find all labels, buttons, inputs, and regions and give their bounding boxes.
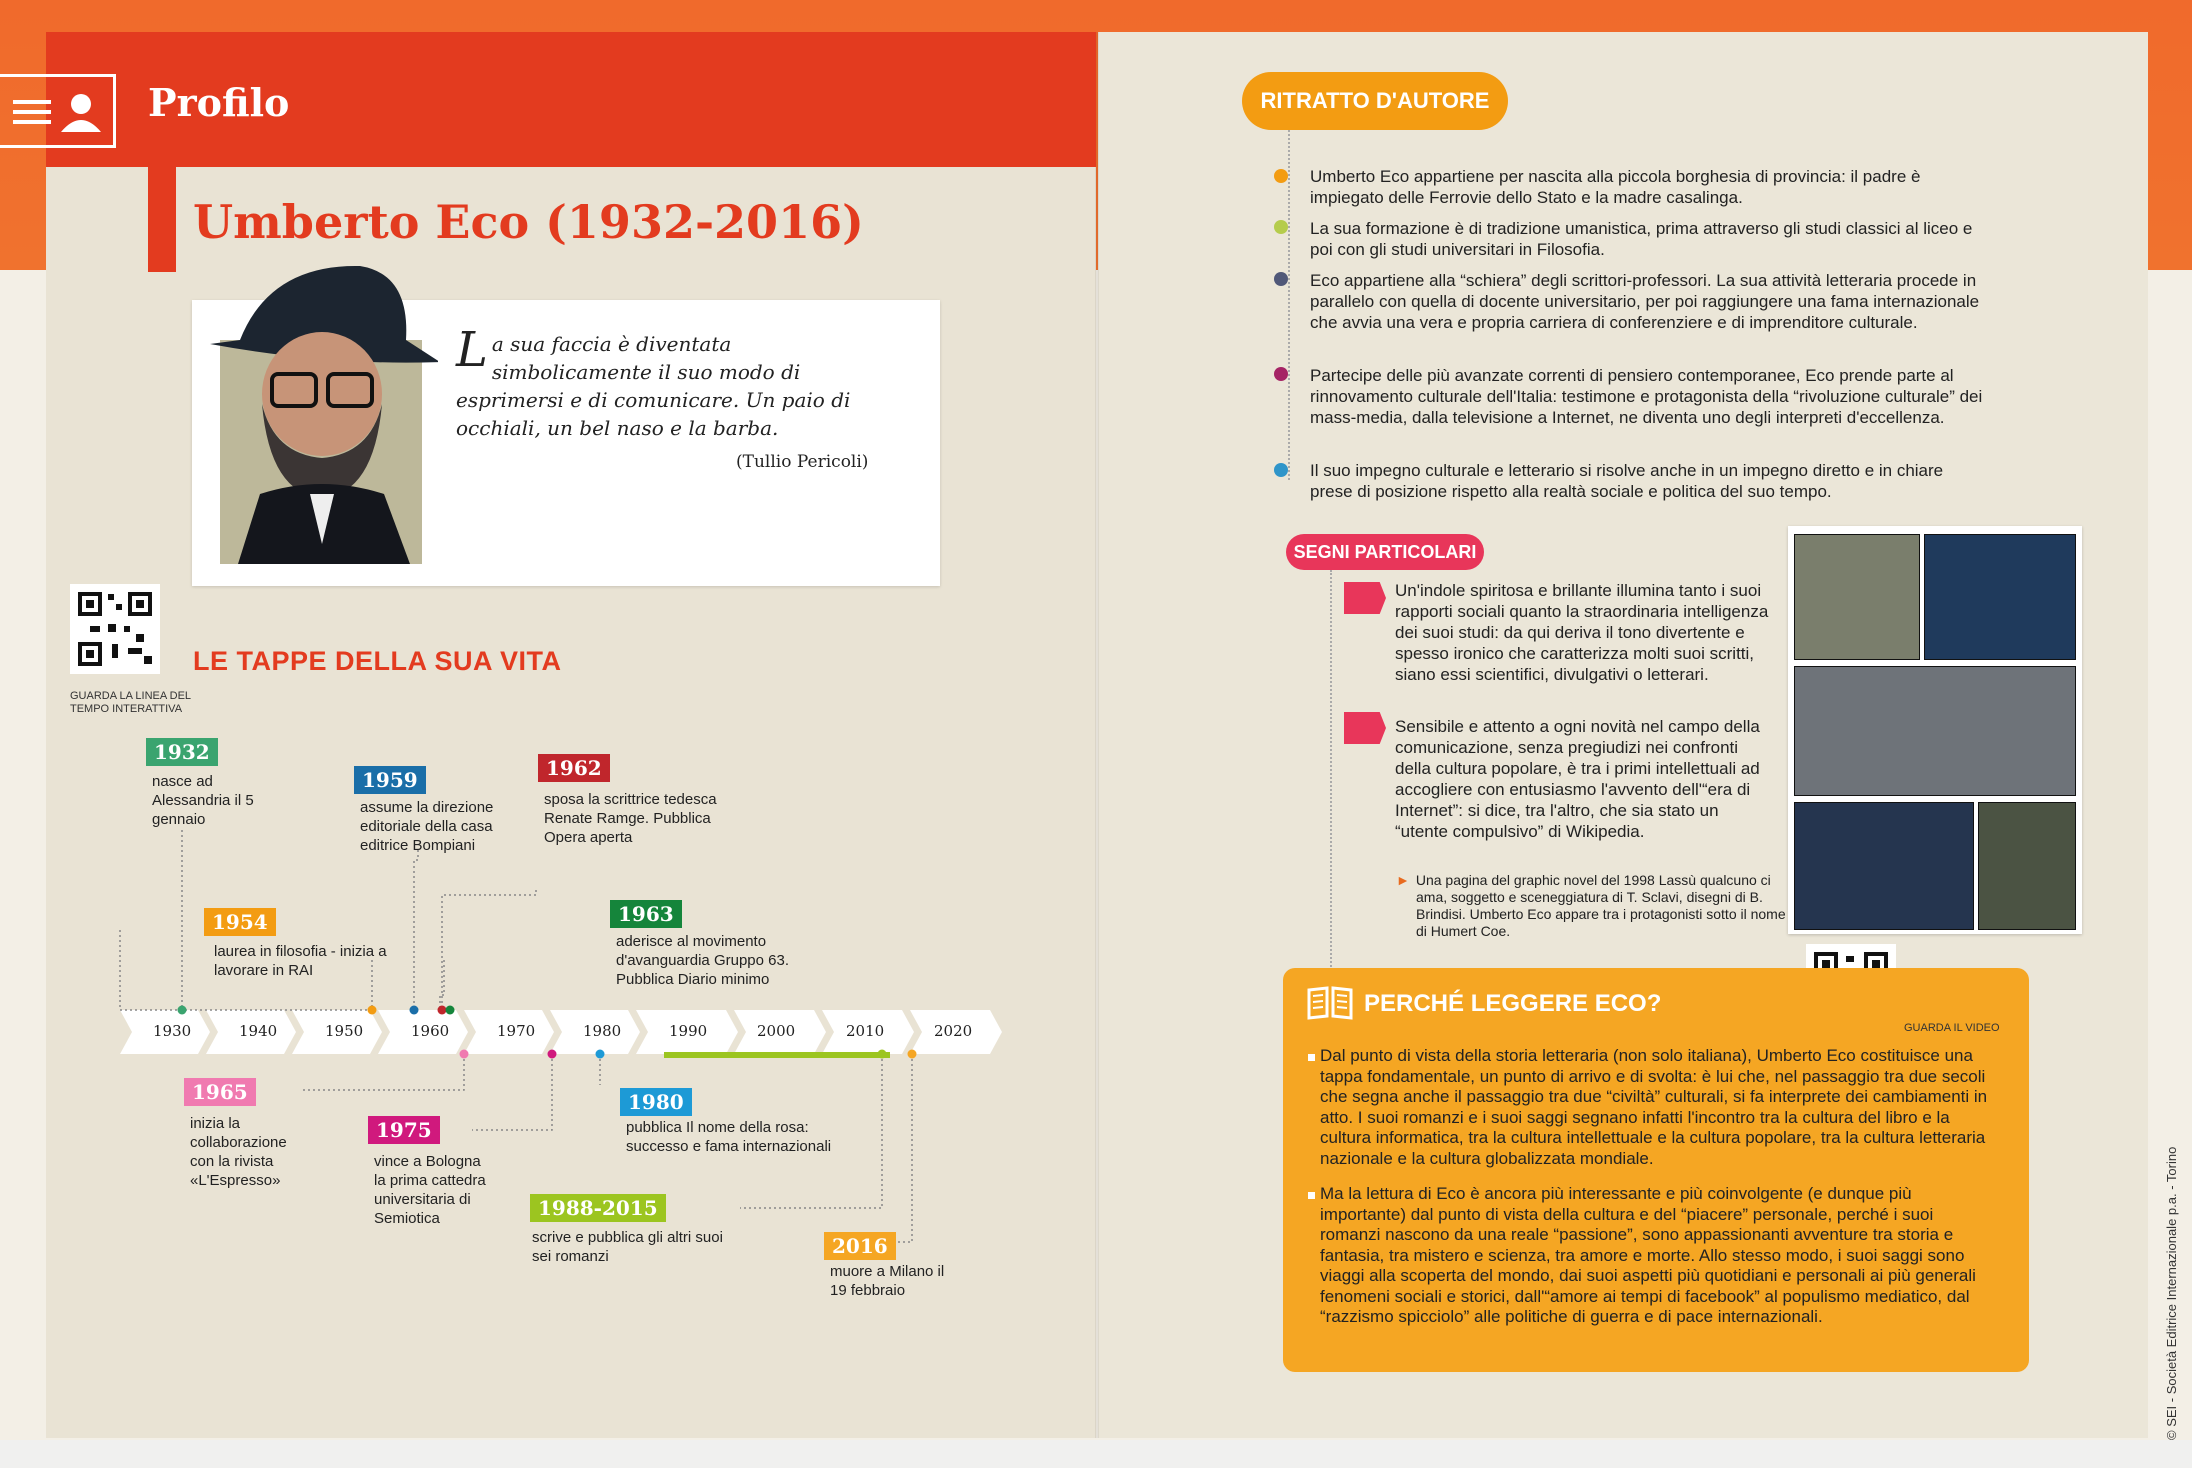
decade-label: 2020 — [934, 1022, 973, 1040]
ritratto-connector — [1288, 130, 1292, 480]
event-text: aderisce al movimento d'avanguardia Gruppo 63. Pubblica Diario minimo — [616, 933, 789, 988]
event-year-badge: 1980 — [620, 1088, 692, 1116]
quote-author: (Tullio Pericoli) — [736, 452, 869, 472]
bullet-square-icon — [1308, 1054, 1315, 1061]
ritratto-label: RITRATTO D'AUTORE — [1242, 72, 1508, 130]
event-year-badge: 1962 — [538, 754, 610, 782]
qr-code-timeline[interactable] — [70, 584, 160, 674]
comic-panel — [1794, 666, 2076, 796]
event-text: nasce ad Alessandria il 5 gennaio — [152, 773, 254, 828]
decade-label: 2000 — [757, 1022, 796, 1040]
event-text: assume la direzione editoriale della casa editrice Bompiani — [360, 799, 494, 854]
qr-timeline-label: GUARDA LA LINEA DEL TEMPO INTERATTIVA — [70, 690, 191, 715]
event-text: scrive e pubblica gli altri suoi sei romanzi — [532, 1229, 723, 1265]
segni-item: Un'indole spiritosa e brillante illumina tanto i suoi rapporti sociali quanto la straordinaria intelligenza dei suoi studi: da qui deriva il tono divertente e spesso ironico che caratterizza molti suoi scritti, siano essi scientifici, divulgativi o letterari. — [1395, 581, 1769, 684]
event-text: inizia la collaborazione con la rivista «L'Espresso» — [190, 1115, 287, 1189]
bottom-strip — [0, 1440, 2192, 1468]
event-text: vince a Bologna la prima cattedra universitaria di Semiotica — [374, 1153, 486, 1227]
ritratto-bullet — [1274, 367, 1288, 381]
perche-title: PERCHÉ LEGGERE ECO? — [1364, 990, 1662, 1017]
segni-item: Sensibile e attento a ogni novità nel campo della comunicazione, senza pregiudizi nei confronti della cultura popolare, è tra i primi intellettuali ad accogliere con entusiasmo l'avvento dell'“era di Internet”: si dice, tra l'altro, che sia stato un “utente compulsivo” di Wikipedia. — [1395, 717, 1760, 841]
ritratto-bullet — [1274, 463, 1288, 477]
profile-icon — [0, 74, 113, 148]
comic-page-image — [1788, 526, 2082, 934]
event-year-badge: 1959 — [354, 766, 426, 794]
decade-label: 1960 — [411, 1022, 450, 1040]
ritratto-bullet — [1274, 169, 1288, 183]
comic-panel — [1978, 802, 2076, 930]
decade-label: 1930 — [153, 1022, 192, 1040]
decade-label: 2010 — [846, 1022, 885, 1040]
profile-icon-box — [0, 74, 116, 148]
event-text: laurea in filosofia - inizia a lavorare in RAI — [214, 943, 387, 979]
comic-caption — [1396, 872, 1786, 940]
ritratto-item: La sua formazione è di tradizione umanistica, prima attraverso gli studi classici al liceo e poi con gli studi universitari in Filosofia. — [1310, 219, 1973, 259]
decade-label: 1980 — [583, 1022, 622, 1040]
perche-paragraph — [1320, 1184, 1996, 1328]
decade-label: 1940 — [239, 1022, 278, 1040]
copyright: © SEI - Società Editrice Internazionale p.a. - Torino — [2164, 1146, 2179, 1440]
segni-connector — [1330, 570, 1334, 970]
quote-dropcap: L — [456, 322, 488, 378]
segni-label: SEGNI PARTICOLARI — [1286, 534, 1484, 570]
comic-panel — [1924, 534, 2076, 660]
event-text: sposa la scrittrice tedesca Renate Ramge. Pubblica Opera aperta — [544, 791, 717, 846]
event-text: muore a Milano il 19 febbraio — [830, 1263, 945, 1299]
ritratto-bullet — [1274, 272, 1288, 286]
perche-paragraph-text: Dal punto di vista della storia letteraria (non solo italiana), Umberto Eco costituisce una tappa fondamentale, un punto di arrivo e di svolta: è lui che, nel passaggio tra due secoli che segna anche il passaggio tra due “civiltà” culturali, si fa interprete dei cambiamenti in atto. I suoi romanzi e i suoi saggi segnano infatti l'incontro tra la cultura del libro e la cultura informatica, tra la cultura intellettuale e la cultura popolare, tra la cultura letteraria nazionale e la cultura globalizzata mondiale. — [1320, 1046, 1988, 1168]
segni-flag-icon — [1344, 582, 1386, 614]
caption-text: Una pagina del graphic novel del 1998 Lassù qualcuno ci ama, soggetto e sceneggiatura di T. Sclavi, disegni di B. Brindisi. Umberto Eco appare tra i protagonisti sotto il nome di Humert Coe. — [1415, 872, 1786, 939]
ritratto-item: Umberto Eco appartiene per nascita alla piccola borghesia di provincia: il padre è impiegato delle Ferrovie dello Stato e la madre casalinga. — [1310, 167, 1921, 207]
ritratto-item: Partecipe delle più avanzate correnti di pensiero contemporanee, Eco prende parte al rinnovamento culturale dell'Italia: testimone e protagonista della “rivoluzione culturale” dei mass-media, dalla televisione a Internet, ne diventa uno degli interpreti d'eccellenza. — [1310, 366, 1983, 427]
perche-paragraph-text: Ma la lettura di Eco è ancora più interessante e più coinvolgente (e dunque più importante) dal punto di vista della cultura e del “piacere” personale, perché i suoi romanzi nascono da una reale “passione”, sono appassionanti avventure tra storia e fantasia, tra mistero e scienza, tra amore e morte. Allo stesso modo, i suoi saggi sono viaggi alla scoperta del mondo, dai suoi aspetti più quotidiani e personali ai più generali fenomeni sociali e storici, dall'“amore ai tempi di facebook” al populismo mediatico, dal “razzismo spicciolo” alle politiche di guerra e di pace internazionali. — [1320, 1184, 1976, 1326]
bullet-square-icon — [1308, 1192, 1315, 1199]
portrait-image — [210, 244, 438, 564]
perche-paragraph — [1320, 1046, 1996, 1169]
event-year-badge: 1932 — [146, 738, 218, 766]
event-year-badge: 1975 — [368, 1116, 440, 1144]
qr-video-label: GUARDA IL VIDEO — [1904, 1022, 2000, 1034]
header-tab — [148, 167, 176, 272]
ritratto-bullet — [1274, 220, 1288, 234]
quote-text — [456, 322, 876, 442]
ritratto-item: Eco appartiene alla “schiera” degli scrittori-professori. La sua attività letteraria procede in parallelo con quella di docente universitario, per poi raggiungere una fama internazionale che avvia una vera e propria carriera di conferenziere e di imprenditore culturale. — [1310, 271, 1980, 332]
page-fold — [1095, 32, 1099, 1438]
event-year-badge: 1954 — [204, 908, 276, 936]
section-label: Profilo — [148, 80, 290, 125]
event-year-badge: 2016 — [824, 1232, 896, 1260]
comic-panel — [1794, 802, 1974, 930]
comic-panel — [1794, 534, 1920, 660]
event-year-badge: 1988-2015 — [530, 1194, 666, 1222]
quote-body: a sua faccia è diventata simbolicamente il suo modo di esprimersi e di comunicare. Un paio di occhiali, un bel naso e la barba. — [456, 332, 851, 440]
segni-flag-icon — [1344, 712, 1386, 744]
decade-label: 1990 — [669, 1022, 708, 1040]
decade-label: 1970 — [497, 1022, 536, 1040]
event-text: pubblica Il nome della rosa: successo e fama internazionali — [626, 1119, 832, 1155]
decade-label: 1950 — [325, 1022, 364, 1040]
event-year-badge: 1963 — [610, 900, 682, 928]
event-year-badge: 1965 — [184, 1078, 256, 1106]
caption-arrow-icon: ► — [1396, 872, 1410, 888]
page-title: Umberto Eco (1932-2016) — [193, 195, 864, 249]
ritratto-item: Il suo impegno culturale e letterario si risolve anche in un impegno diretto e in chiare prese di posizione rispetto alla realtà sociale e politica del suo tempo. — [1310, 461, 1944, 501]
open-book-icon — [1305, 984, 1355, 1022]
timeline-title: LE TAPPE DELLA SUA VITA — [193, 646, 562, 676]
